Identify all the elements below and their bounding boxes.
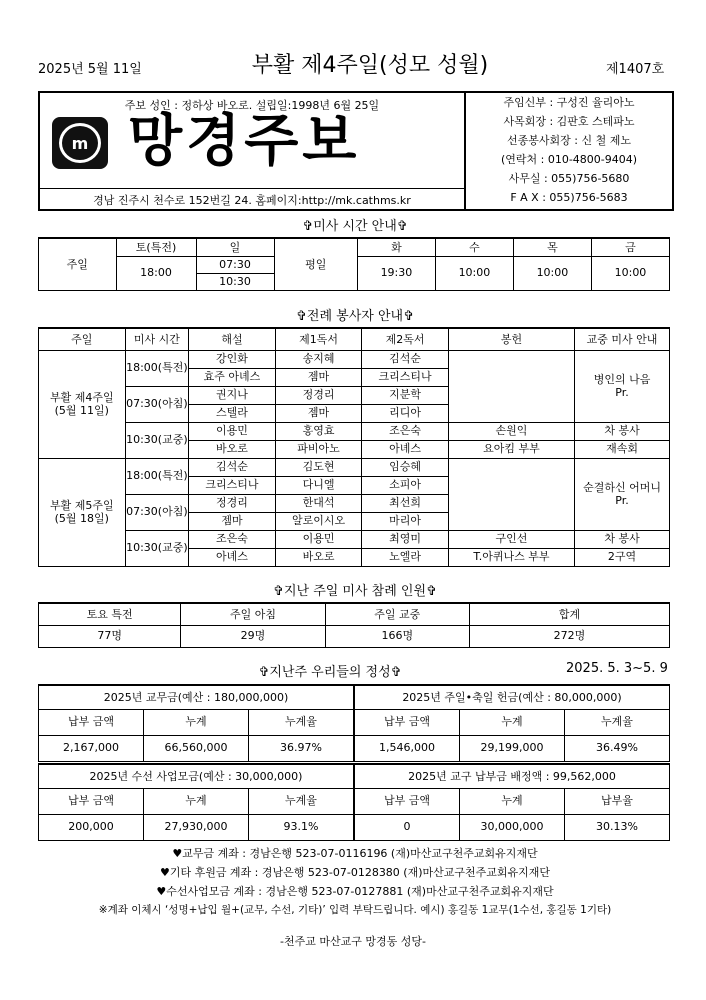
mass-time: 18:00(특전) (125, 458, 189, 494)
server-cell: 김도현 (275, 458, 362, 476)
funeral-president: 선종봉사회장 : 신 철 제노 (507, 134, 631, 147)
h-pay: 납부 금액 (39, 709, 144, 735)
att-main-header: 주일 교중 (325, 603, 469, 625)
notice-cell: 재속회 (575, 440, 670, 458)
footer: -천주교 마산교구 망경동 성당- (280, 935, 426, 948)
server-cell: 젬마 (275, 404, 362, 422)
offering-table-bottom (38, 763, 670, 841)
server-cell: 이용민 (275, 530, 362, 548)
offering-period: 2025. 5. 3~5. 9 (566, 661, 668, 676)
tithe-rate: 36.97% (249, 735, 355, 761)
server-cell: 리디아 (362, 404, 449, 422)
mass-time: 07:30(아침) (125, 494, 189, 530)
offertory-cell: 요아킴 부부 (448, 440, 574, 458)
account-repair: ♥수선사업모금 계좌 : 경남은행 523-07-0127881 (재)마산교구천주교회유지재단 (156, 885, 554, 898)
diocese-pay: 0 (354, 814, 460, 840)
h-pay: 납부 금액 (39, 788, 144, 814)
repair-pay: 200,000 (39, 814, 144, 840)
server-cell: 바오로 (189, 440, 276, 458)
diocese-rate: 30.13% (565, 814, 670, 840)
issue-number: 제1407호 (606, 62, 665, 77)
server-cell: 아녜스 (189, 548, 276, 566)
col-reading1: 제1독서 (275, 328, 362, 350)
col-reading2: 제2독서 (362, 328, 449, 350)
repair-title: 2025년 수선 사업모금(예산 : 30,000,000) (39, 764, 355, 788)
h-sum: 누계 (144, 709, 249, 735)
notice-cell: 차 봉사 (575, 422, 670, 440)
att-sat-header: 토요 특전 (39, 603, 181, 625)
saturday-label: 토(특전) (116, 238, 196, 256)
server-cell: 마리아 (362, 512, 449, 530)
offertory-cell (448, 350, 574, 422)
col-mass-time: 미사 시간 (125, 328, 189, 350)
server-cell: 송지혜 (275, 350, 362, 368)
mass-time: 07:30(아침) (125, 386, 189, 422)
weekday-label: 평일 (274, 238, 357, 290)
server-cell: 젬마 (189, 512, 276, 530)
server-cell: 한대석 (275, 494, 362, 512)
h-sum: 누계 (460, 709, 565, 735)
col-commentary: 해설 (189, 328, 276, 350)
att-morning-header: 주일 아침 (181, 603, 325, 625)
sunday-time-1: 07:30 (196, 256, 274, 273)
servers-title: ✞전례 봉사자 안내✞ (296, 309, 414, 324)
sunday-pay: 1,546,000 (354, 735, 460, 761)
server-cell: 최선희 (362, 494, 449, 512)
col-notice: 교중 미사 안내 (575, 328, 670, 350)
mass-time: 10:30(교중) (125, 422, 189, 458)
contact-info (466, 93, 672, 209)
mass-time: 18:00(특전) (125, 350, 189, 386)
week1-label: 부활 제4주일 (5월 11일) (39, 350, 126, 458)
notice-cell: 병인의 나음 Pr. (575, 350, 670, 422)
h-rate2: 납부율 (565, 788, 670, 814)
server-cell: 아녜스 (362, 440, 449, 458)
col-week: 주일 (39, 328, 126, 350)
server-cell: 알로이시오 (275, 512, 362, 530)
time-wed: 10:00 (435, 256, 513, 290)
sunday-label: 주일 (39, 238, 117, 290)
diocese-sum: 30,000,000 (460, 814, 565, 840)
server-cell: 파비아노 (275, 440, 362, 458)
repair-rate: 93.1% (249, 814, 355, 840)
time-fri: 10:00 (591, 256, 669, 290)
h-rate: 누계율 (249, 788, 355, 814)
bulletin-logo-text: 망경주보 (128, 108, 361, 174)
attendance-title: ✞지난 주일 미사 참례 인원✞ (273, 584, 437, 599)
offertory-cell (448, 458, 574, 530)
server-cell: 정경리 (189, 494, 276, 512)
account-tithe: ♥교무금 계좌 : 경남은행 523-07-0116196 (재)마산교구천주교회유지재단 (172, 847, 538, 860)
server-cell: 임승혜 (362, 458, 449, 476)
h-rate: 누계율 (249, 709, 355, 735)
offering-title: ✞지난주 우리들의 정성✞ (258, 665, 402, 680)
server-cell: 젬마 (275, 368, 362, 386)
sunday-rate: 36.49% (565, 735, 670, 761)
time-thu: 10:00 (513, 256, 591, 290)
server-cell: 크리스티나 (362, 368, 449, 386)
h-pay: 납부 금액 (354, 788, 460, 814)
server-cell: 정경리 (275, 386, 362, 404)
col-offertory: 봉헌 (448, 328, 574, 350)
server-cell: 이용민 (189, 422, 276, 440)
offertory-cell: T.아퀴나스 부부 (448, 548, 574, 566)
server-cell: 크리스티나 (189, 476, 276, 494)
server-cell: 권지나 (189, 386, 276, 404)
mass-time: 10:30(교중) (125, 530, 189, 566)
address-line: 경남 진주시 천수로 152번길 24. 홈페이지:http://mk.cathms.kr (93, 194, 411, 207)
page-title: 부활 제4주일(성모 성월) (251, 53, 489, 78)
saturday-time: 18:00 (116, 256, 196, 290)
server-cell: 스텔라 (189, 404, 276, 422)
tithe-sum: 66,560,000 (144, 735, 249, 761)
time-tue: 19:30 (357, 256, 435, 290)
funeral-contact: (연락처 : 010-4800-9404) (500, 153, 638, 166)
day-wed: 수 (435, 238, 513, 256)
server-cell: 지분학 (362, 386, 449, 404)
att-total-value: 272명 (469, 625, 669, 647)
transfer-note: ※계좌 이체시 ‘성명+납입 월+(교무, 수선, 기타)’ 입력 부탁드립니다. 예시) 홍길동 1교무(1수선, 홍길동 1기타) (98, 904, 612, 916)
mass-times-table (38, 237, 670, 291)
h-rate: 누계율 (565, 709, 670, 735)
server-cell: 효주 아녜스 (189, 368, 276, 386)
server-cell: 조은숙 (189, 530, 276, 548)
council-president: 사목회장 : 김판호 스테파노 (503, 115, 635, 128)
h-sum: 누계 (460, 788, 565, 814)
att-main-value: 166명 (325, 625, 469, 647)
tithe-title: 2025년 교무금(예산 : 180,000,000) (39, 685, 355, 709)
pastor: 주임신부 : 구성진 율리아노 (503, 96, 635, 109)
server-cell: 김석순 (189, 458, 276, 476)
week2-label: 부활 제5주일 (5월 18일) (39, 458, 126, 566)
servers-table (38, 327, 670, 567)
day-thu: 목 (513, 238, 591, 256)
att-morning-value: 29명 (181, 625, 325, 647)
header-box (38, 91, 674, 211)
h-sum: 누계 (144, 788, 249, 814)
sun-label: 일 (196, 238, 274, 256)
day-fri: 금 (591, 238, 669, 256)
server-cell: 조은숙 (362, 422, 449, 440)
attendance-table (38, 602, 670, 648)
tithe-pay: 2,167,000 (39, 735, 144, 761)
sunday-time-2: 10:30 (196, 273, 274, 290)
parish-logo-icon: m (52, 117, 108, 169)
server-cell: 소피아 (362, 476, 449, 494)
office-phone: 사무실 : 055)756-5680 (508, 172, 630, 185)
offering-table-top (38, 684, 670, 762)
offertory-cell: 구인선 (448, 530, 574, 548)
sunday-sum: 29,199,000 (460, 735, 565, 761)
diocese-title: 2025년 교구 납부금 배정액 : 99,562,000 (354, 764, 670, 788)
offertory-cell: 손원익 (448, 422, 574, 440)
server-cell: 노엘라 (362, 548, 449, 566)
server-cell: 바오로 (275, 548, 362, 566)
day-tue: 화 (357, 238, 435, 256)
notice-cell: 순결하신 어머니 Pr. (575, 458, 670, 530)
att-sat-value: 77명 (39, 625, 181, 647)
repair-sum: 27,930,000 (144, 814, 249, 840)
server-cell: 최영미 (362, 530, 449, 548)
notice-cell: 차 봉사 (575, 530, 670, 548)
server-cell: 강인화 (189, 350, 276, 368)
bulletin-date: 2025년 5월 11일 (38, 62, 142, 77)
server-cell: 다니엘 (275, 476, 362, 494)
server-cell: 홍영효 (275, 422, 362, 440)
mass-times-title: ✞미사 시간 안내✞ (302, 219, 408, 234)
sunday-offering-title: 2025년 주일•축일 헌금(예산 : 80,000,000) (354, 685, 670, 709)
account-donation: ♥기타 후원금 계좌 : 경남은행 523-07-0128380 (재)마산교구천주교회유지재단 (159, 866, 551, 879)
fax-number: F A X : 055)756-5683 (510, 191, 628, 204)
notice-cell: 2구역 (575, 548, 670, 566)
h-pay: 납부 금액 (354, 709, 460, 735)
patron-line: 주보 성인 : 정하상 바오로. 설립일:1998년 6월 25일 (124, 99, 380, 112)
att-total-header: 합계 (469, 603, 669, 625)
server-cell: 김석순 (362, 350, 449, 368)
